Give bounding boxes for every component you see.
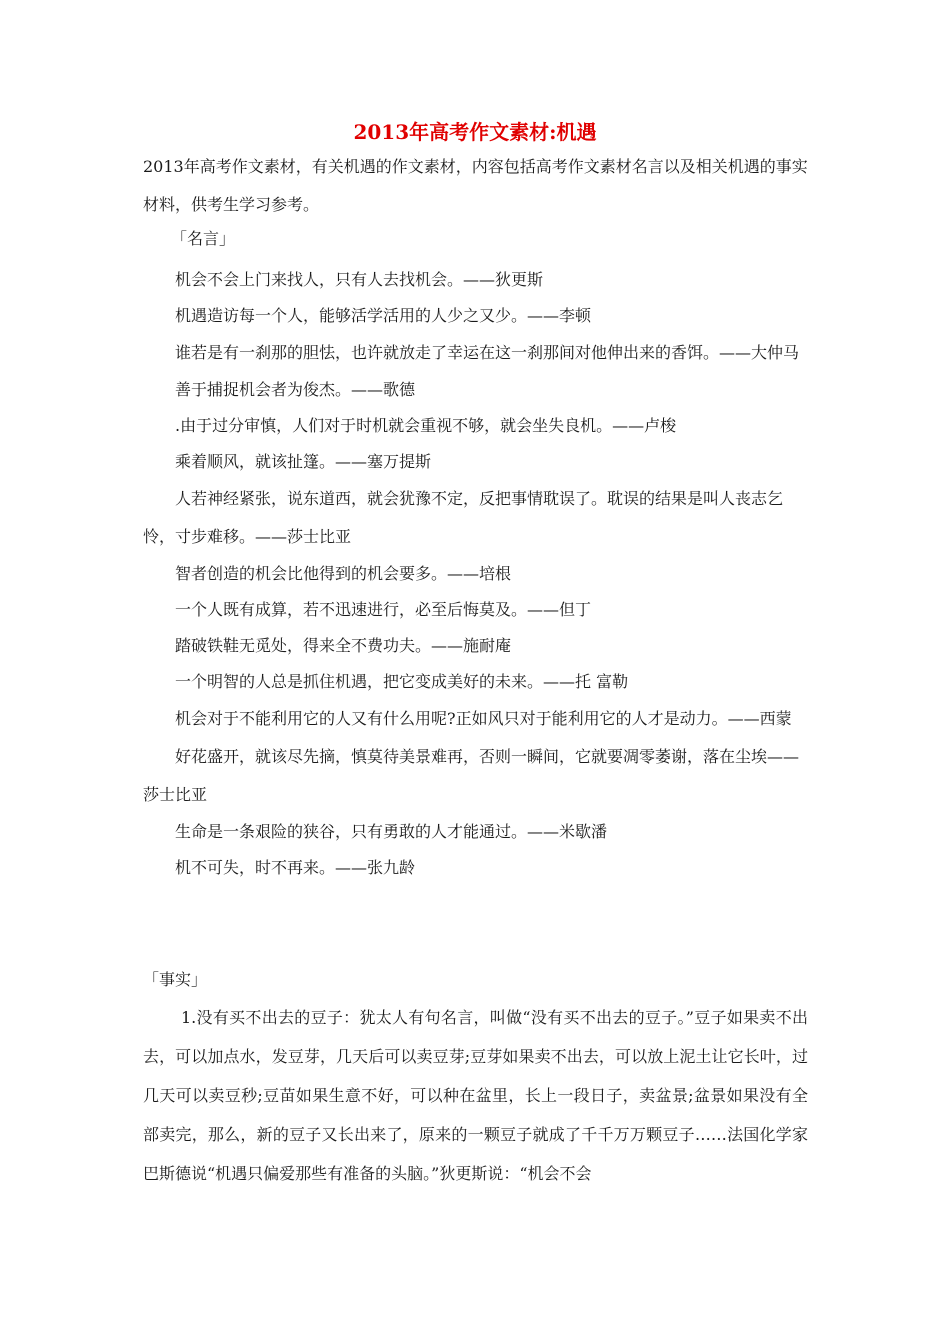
quote-item: 一个明智的人总是抓住机遇，把它变成美好的未来。——托 富勒 bbox=[175, 672, 629, 691]
intro-paragraph: 2013年高考作文素材，有关机遇的作文素材，内容包括高考作文素材名言以及相关机遇的事实材料，供考生学习参考。 bbox=[143, 157, 808, 214]
quote-item: 机不可失，时不再来。——张九龄 bbox=[175, 858, 416, 877]
quotes-heading: 「名言」 bbox=[171, 229, 236, 248]
quote-item: 机会对于不能利用它的人又有什么用呢?正如风只对于能利用它的人才是动力。——西蒙 bbox=[175, 709, 792, 728]
quote-item: 乘着顺风，就该扯篷。——塞万提斯 bbox=[175, 452, 432, 471]
quote-item: 机会不会上门来找人，只有人去找机会。——狄更斯 bbox=[175, 270, 544, 289]
quote-item: 人若神经紧张，说东道西，就会犹豫不定，反把事情耽误了。耽误的结果是叫人丧志乞怜，寸步难移。——莎士比亚 bbox=[143, 489, 784, 546]
facts-heading: 「事实」 bbox=[143, 970, 208, 989]
quote-item: 好花盛开，就该尽先摘，慎莫待美景难再，否则一瞬间，它就要凋零萎谢，落在尘埃——莎士比亚 bbox=[143, 747, 800, 804]
quote-item: 谁若是有一刹那的胆怯，也许就放走了幸运在这一刹那间对他伸出来的香饵。——大仲马 bbox=[175, 343, 800, 362]
quotes-list bbox=[143, 262, 808, 886]
quote-item: .由于过分审慎，人们对于时机就会重视不够，就会坐失良机。——卢梭 bbox=[175, 416, 677, 435]
quote-item: 善于捕捉机会者为俊杰。——歌德 bbox=[175, 380, 416, 399]
document-title: 2013年高考作文素材:机遇 bbox=[353, 120, 597, 144]
fact-paragraph: 1.没有买不出去的豆子：犹太人有句名言，叫做“没有买不出去的豆子。”豆子如果卖不出去，可以加点水，发豆芽，几天后可以卖豆芽;豆芽如果卖不出去，可以放上泥土让它长叶，过几天可以卖豆秒;豆苗如果生意不好，可以种在盆里，长上一段日子，卖盆景;盆景如果没有全部卖完，那么，新的豆子又长出来了，原来的一颗豆子就成了千千万万颗豆子……法国化学家巴斯德说“机遇只偏爱那些有准备的头脑。”狄更斯说：“机会不会 bbox=[143, 1008, 808, 1183]
quote-item: 一个人既有成算，若不迅速进行，必至后悔莫及。——但丁 bbox=[175, 600, 592, 619]
quote-item: 机遇造访每一个人，能够活学活用的人少之又少。——李顿 bbox=[175, 306, 592, 325]
quote-item: 智者创造的机会比他得到的机会要多。——培根 bbox=[175, 564, 512, 583]
quote-item: 踏破铁鞋无觅处，得来全不费功夫。——施耐庵 bbox=[175, 636, 512, 655]
quote-item: 生命是一条艰险的狭谷，只有勇敢的人才能通过。——米歇潘 bbox=[175, 822, 608, 841]
